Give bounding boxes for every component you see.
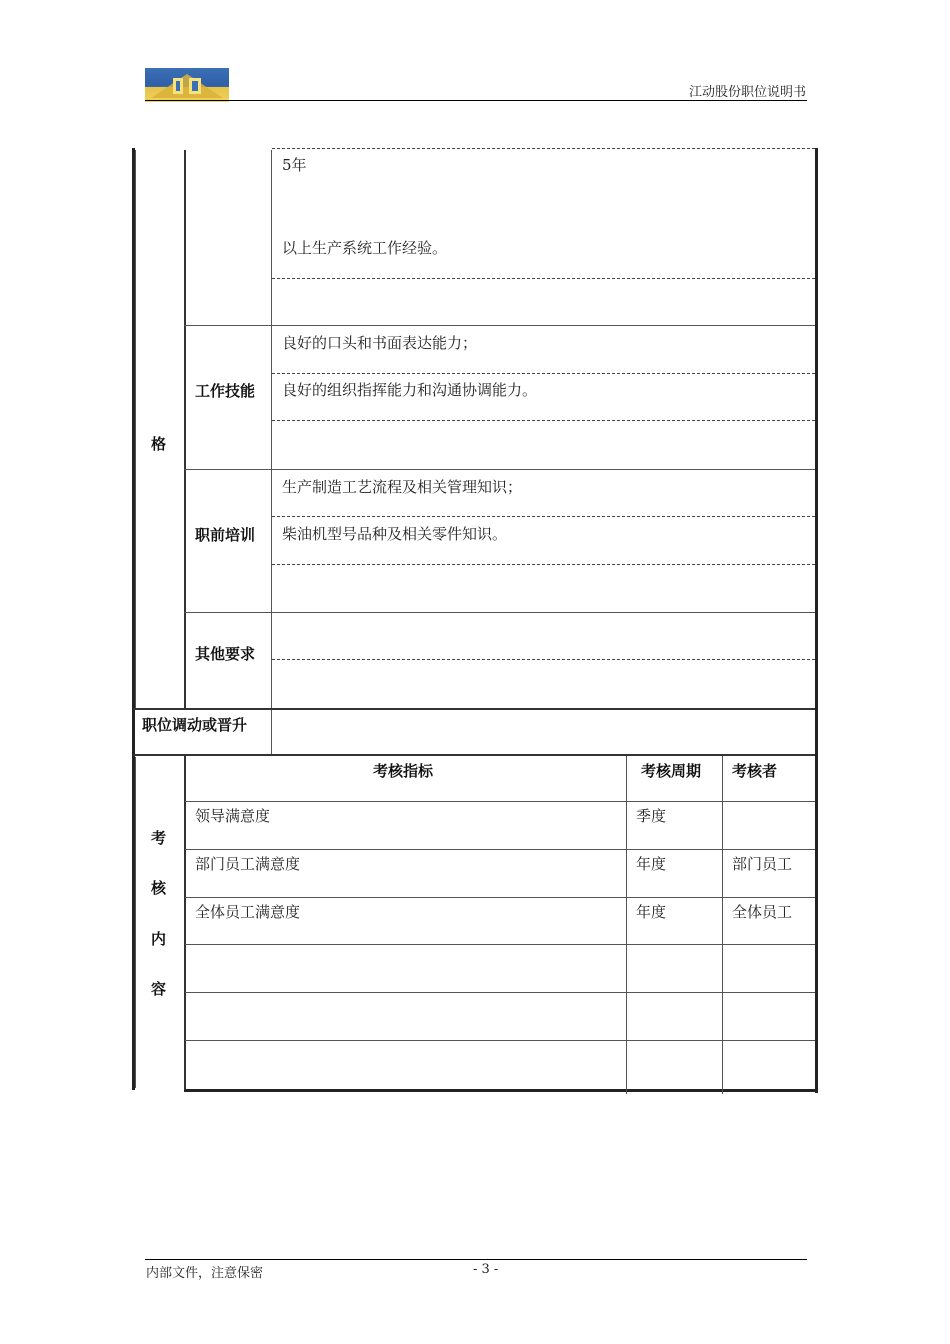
row-divider	[185, 849, 815, 850]
header-indicator: 考核指标	[373, 762, 434, 780]
row-divider	[185, 897, 815, 898]
row-divider	[185, 1040, 815, 1041]
assessor-col-divider	[722, 756, 723, 1094]
dashed-rule	[272, 373, 815, 374]
company-logo	[145, 68, 229, 102]
training-label: 职前培训	[195, 526, 256, 544]
table-right-border	[815, 148, 818, 1093]
document-title: 江动股份职位说明书	[688, 85, 806, 100]
row-divider	[133, 754, 815, 756]
dashed-rule	[272, 278, 815, 279]
dashed-rule	[272, 420, 815, 421]
row-3-period: 年度	[636, 903, 667, 921]
skills-line-2: 良好的组织指挥能力和沟通协调能力。	[282, 381, 538, 399]
experience-line-2: 以上生产系统工作经验。	[282, 239, 448, 257]
row-1-period: 季度	[636, 807, 667, 825]
assessment-section-char-1: 考	[151, 829, 167, 847]
row-divider	[185, 944, 815, 945]
dashed-rule	[272, 516, 815, 517]
experience-line-1: 5年	[282, 156, 307, 174]
header-period: 考核周期	[641, 762, 702, 780]
label-col-divider	[271, 150, 272, 755]
other-requirements-label: 其他要求	[195, 645, 256, 663]
period-col-divider	[626, 756, 627, 1094]
row-divider	[184, 612, 815, 613]
dashed-rule	[272, 659, 815, 660]
row-3-indicator: 全体员工满意度	[195, 903, 301, 921]
row-2-assessor: 部门员工	[732, 855, 793, 873]
logo-mark-icon	[145, 68, 229, 102]
row-divider	[185, 992, 815, 993]
row-divider	[185, 801, 815, 802]
training-line-2: 柴油机型号品种及相关零件知识。	[282, 525, 508, 543]
row-2-period: 年度	[636, 855, 667, 873]
row-divider	[133, 708, 815, 710]
row-3-assessor: 全体员工	[732, 903, 793, 921]
skills-label: 工作技能	[195, 382, 256, 400]
row-1-indicator: 领导满意度	[195, 807, 271, 825]
dashed-rule	[272, 148, 815, 149]
page-number: - 3 -	[473, 1262, 499, 1277]
row-divider	[184, 469, 815, 470]
qual-col-divider	[184, 150, 186, 708]
footer-rule	[145, 1259, 807, 1260]
header-rule	[145, 100, 807, 101]
qualification-section-label: 格	[151, 435, 167, 453]
footer-confidential: 内部文件，注意保密	[146, 1266, 264, 1281]
assessment-section-char-4: 容	[151, 980, 167, 998]
row-divider	[184, 325, 815, 326]
row-2-indicator: 部门员工满意度	[195, 855, 301, 873]
skills-line-1: 良好的口头和书面表达能力；	[282, 334, 478, 352]
transfer-label: 职位调动或晋升	[142, 716, 248, 734]
header-assessor: 考核者	[732, 762, 778, 780]
dashed-rule	[272, 564, 815, 565]
assessment-section-char-2: 核	[151, 879, 167, 897]
assessment-section-char-3: 内	[151, 930, 167, 948]
assess-inner-left	[135, 757, 136, 1088]
qual-inner-left	[135, 150, 136, 708]
training-line-1: 生产制造工艺流程及相关管理知识；	[282, 478, 523, 496]
